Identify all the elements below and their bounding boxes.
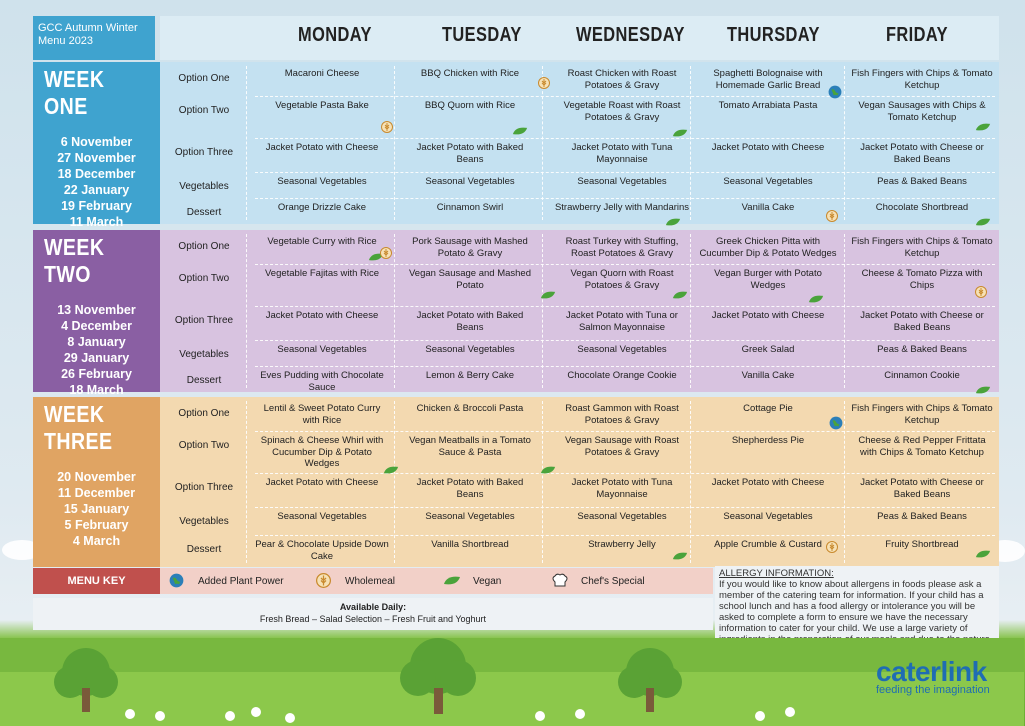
menu-item: Jacket Potato with Tuna or Salmon Mayonnaise [566, 310, 678, 333]
column-divider [246, 66, 247, 220]
row-label: Option Two [178, 440, 230, 451]
menu-item: Lemon & Berry Cake [425, 370, 515, 381]
menu-item: Jacket Potato with Cheese or Baked Beans [860, 142, 984, 165]
week-menu-grid [160, 62, 999, 224]
row-label: Option One [178, 408, 230, 419]
menu-item: Seasonal Vegetables [425, 176, 515, 187]
week-date: 13 November [57, 303, 136, 317]
day-friday: FRIDAY [886, 24, 948, 46]
row-divider [255, 198, 995, 199]
week-dates [33, 134, 160, 230]
leaf-icon [672, 551, 688, 561]
menu-item: Greek Salad [741, 344, 795, 355]
row-divider [255, 138, 995, 139]
week-date: 5 February [64, 518, 129, 532]
menu-item: Strawberry Jelly [588, 539, 656, 550]
menu-item: Vegan Quorn with Roast Potatoes & Gravy [570, 268, 674, 291]
week-date: 15 January [63, 502, 130, 516]
row-divider [255, 340, 995, 341]
leaf-icon [975, 217, 991, 227]
menu-item: Vegetable Roast with Roast Potatoes & Gravy [563, 100, 681, 123]
week-date: 22 January [63, 183, 130, 197]
leaf-icon [540, 465, 556, 475]
wheat-icon [826, 540, 838, 554]
column-divider [542, 401, 543, 563]
key-label-vegan: Vegan [473, 576, 502, 587]
wheat-icon [826, 209, 838, 223]
row-divider [255, 366, 995, 367]
menu-item: Cinnamon Cookie [884, 370, 960, 381]
menu-item: Chicken & Broccoli Pasta [416, 403, 524, 414]
menu-item: Lentil & Sweet Potato Curry with Rice [263, 403, 381, 426]
day-monday: MONDAY [298, 24, 372, 46]
week-dates [33, 469, 160, 549]
menu-item: Vegan Burger with Potato Wedges [714, 268, 822, 291]
menu-item: Jacket Potato with Cheese [265, 310, 379, 321]
column-divider [394, 401, 395, 563]
menu-item: Jacket Potato with Cheese or Baked Beans [860, 477, 984, 500]
week-date: 18 March [69, 383, 124, 397]
menu-item: Vegetable Pasta Bake [275, 100, 369, 111]
menu-item: Jacket Potato with Cheese [711, 310, 825, 321]
menu-item: Seasonal Vegetables [723, 176, 813, 187]
week-block [33, 397, 999, 567]
menu-item: Roast Turkey with Stuffing, Roast Potatoes & Gravy [565, 236, 679, 259]
globe-icon [829, 416, 843, 430]
leaf-icon [975, 549, 991, 559]
week-date: 19 February [61, 199, 132, 213]
column-divider [394, 66, 395, 220]
leaf-icon [383, 465, 399, 475]
allergy-text: If you would like to know about allergens in foods please ask a member of the catering team for information. If your child has a school lunch and has a food allergy or intolerance you will be asked to complete a form to ensure we have the necessary information to cater for your child. We use a large variety of [719, 579, 984, 634]
week-title: WEEK THREE [44, 401, 113, 454]
leaf-icon [672, 290, 688, 300]
chef-hat-icon [551, 573, 569, 588]
menu-item: Tomato Arrabiata Pasta [718, 100, 818, 111]
menu-item: BBQ Quorn with Rice [424, 100, 516, 111]
row-label: Vegetables [179, 181, 229, 192]
menu-item: Cheese & Red Pepper Frittata with Chips & Tomato Ketchup [858, 435, 986, 458]
leaf-icon [975, 122, 991, 132]
row-divider [255, 264, 995, 265]
menu-item: Jacket Potato with Cheese [265, 477, 379, 488]
menu-item: Vegetable Fajitas with Rice [264, 268, 380, 279]
daily-title: Available Daily: [339, 602, 407, 612]
menu-item: Fish Fingers with Chips & Tomato Ketchup [851, 236, 993, 259]
globe-icon [169, 573, 184, 588]
key-label-plant-power: Added Plant Power [198, 576, 284, 587]
key-label-chefs-special: Chef's Special [581, 576, 645, 587]
globe-icon [828, 85, 842, 99]
row-label: Dessert [186, 207, 222, 218]
leaf-icon [443, 575, 461, 586]
row-label: Option Two [178, 273, 230, 284]
menu-item: Fruity Shortbread [885, 539, 959, 550]
row-divider [255, 473, 995, 474]
row-label: Option Three [174, 315, 234, 326]
week-label-panel [33, 230, 160, 397]
week-title: WEEK ONE [44, 66, 105, 119]
menu-item: Pear & Chocolate Upside Down Cake [255, 539, 389, 562]
row-divider [255, 431, 995, 432]
menu-item: Jacket Potato with Tuna Mayonnaise [571, 142, 673, 165]
menu-key [33, 568, 713, 594]
week-menu-grid [160, 230, 999, 392]
menu-item: BBQ Chicken with Rice [420, 68, 520, 79]
column-divider [394, 234, 395, 388]
menu-item: Vegan Sausage with Roast Potatoes & Gravy [564, 435, 680, 458]
row-label: Option Three [174, 147, 234, 158]
row-label: Option Three [174, 482, 234, 493]
allergy-title: ALLERGY INFORMATION: [719, 568, 834, 579]
menu-item: Jacket Potato with Cheese or Baked Beans [860, 310, 984, 333]
menu-item: Greek Chicken Pitta with Cucumber Dip & Potato Wedges [699, 236, 837, 259]
leaf-icon [540, 290, 556, 300]
daily-text: Fresh Bread – Salad Selection – Fresh Fruit and Yoghurt [259, 614, 487, 624]
week-dates [33, 302, 160, 398]
wheat-icon [316, 573, 331, 588]
week-date: 8 January [67, 335, 126, 349]
menu-item: Jacket Potato with Baked Beans [416, 310, 524, 333]
column-divider [246, 234, 247, 388]
row-label: Vegetables [179, 516, 229, 527]
week-label-panel [33, 62, 160, 229]
menu-item: Peas & Baked Beans [877, 344, 967, 355]
menu-item: Jacket Potato with Cheese [711, 477, 825, 488]
menu-item: Strawberry Jelly with Mandarins [554, 202, 690, 213]
logo-name: caterlink [876, 656, 987, 687]
menu-item: Peas & Baked Beans [877, 511, 967, 522]
column-divider [844, 401, 845, 563]
wheat-icon [975, 285, 987, 299]
menu-item: Cinnamon Swirl [436, 202, 504, 213]
menu-item: Seasonal Vegetables [577, 511, 667, 522]
menu-item: Roast Chicken with Roast Potatoes & Gravy [567, 68, 677, 91]
menu-item: Seasonal Vegetables [277, 511, 367, 522]
row-divider [255, 535, 995, 536]
menu-item: Vegan Sausage and Mashed Potato [408, 268, 531, 291]
menu-item: Vanilla Shortbread [431, 539, 509, 550]
menu-item: Seasonal Vegetables [577, 344, 667, 355]
week-date: 20 November [57, 470, 136, 484]
day-tuesday: TUESDAY [442, 24, 522, 46]
menu-item: Peas & Baked Beans [877, 176, 967, 187]
column-divider [844, 66, 845, 220]
wheat-icon [381, 120, 393, 134]
available-daily [33, 598, 713, 630]
caterlink-logo [876, 656, 990, 696]
wheat-icon [538, 76, 550, 90]
menu-item: Shepherdess Pie [731, 435, 805, 446]
week-date: 11 March [69, 215, 124, 229]
menu-item: Eves Pudding with Chocolate Sauce [260, 370, 384, 393]
column-divider [542, 234, 543, 388]
menu-item: Fish Fingers with Chips & Tomato Ketchup [851, 68, 993, 91]
column-divider [844, 234, 845, 388]
landscape-decoration [0, 632, 1024, 726]
week-date: 4 March [72, 534, 121, 548]
row-divider [255, 306, 995, 307]
week-block [33, 230, 999, 397]
row-label: Vegetables [179, 349, 229, 360]
menu-item: Jacket Potato with Cheese [265, 142, 379, 153]
week-date: 26 February [61, 367, 132, 381]
menu-key-title: MENU KEY [33, 568, 160, 594]
week-label-panel [33, 397, 160, 567]
menu-item: Seasonal Vegetables [723, 511, 813, 522]
menu-item: Pork Sausage with Mashed Potato & Gravy [412, 236, 528, 259]
week-title: WEEK TWO [44, 234, 105, 287]
menu-item: Spaghetti Bolognaise with Homemade Garlic Bread [713, 68, 823, 91]
row-divider [255, 507, 995, 508]
menu-item: Seasonal Vegetables [425, 344, 515, 355]
menu-item: Orange Drizzle Cake [277, 202, 367, 213]
week-date: 27 November [57, 151, 136, 165]
day-wednesday: WEDNESDAY [576, 24, 685, 46]
menu-title: GCC Autumn Winter Menu 2023 [33, 16, 155, 60]
menu-item: Vegan Meatballs in a Tomato Sauce & Pasta [409, 435, 531, 458]
menu-item: Jacket Potato with Cheese [711, 142, 825, 153]
week-date: 29 January [63, 351, 130, 365]
row-label: Dessert [186, 375, 222, 386]
menu-item: Roast Gammon with Roast Potatoes & Gravy [565, 403, 679, 426]
leaf-icon [672, 128, 688, 138]
week-menu-grid [160, 397, 999, 567]
menu-item: Vanilla Cake [741, 370, 795, 381]
menu-item: Cheese & Tomato Pizza with Chips [861, 268, 983, 291]
menu-item: Jacket Potato with Tuna Mayonnaise [571, 477, 673, 500]
logo-tagline: feeding the imagination [876, 684, 990, 696]
row-divider [255, 96, 995, 97]
menu-item: Macaroni Cheese [284, 68, 360, 79]
menu-item: Seasonal Vegetables [425, 511, 515, 522]
menu-item: Spinach & Cheese Whirl with Cucumber Dip & Potato Wedges [260, 435, 384, 469]
menu-item: Vanilla Cake [741, 202, 795, 213]
key-label-wholemeal: Wholemeal [345, 576, 396, 587]
leaf-icon [808, 294, 824, 304]
week-date: 18 December [57, 167, 136, 181]
menu-item: Seasonal Vegetables [277, 176, 367, 187]
row-label: Option One [178, 73, 230, 84]
menu-item: Cottage Pie [743, 403, 793, 414]
menu-item: Vegan Sausages with Chips & Tomato Ketchup [858, 100, 986, 123]
row-label: Option Two [178, 105, 230, 116]
row-divider [255, 172, 995, 173]
leaf-icon [512, 126, 528, 136]
menu-item: Seasonal Vegetables [577, 176, 667, 187]
menu-item: Apple Crumble & Custard [714, 539, 822, 550]
menu-item: Vegetable Curry with Rice [267, 236, 377, 247]
week-date: 4 December [61, 319, 132, 333]
menu-item: Chocolate Orange Cookie [567, 370, 677, 381]
week-date: 6 November [60, 135, 133, 149]
menu-item: Seasonal Vegetables [277, 344, 367, 355]
wheat-icon [380, 246, 392, 260]
menu-item: Jacket Potato with Baked Beans [416, 142, 524, 165]
day-thursday: THURSDAY [727, 24, 820, 46]
week-block [33, 62, 999, 229]
row-label: Dessert [186, 544, 222, 555]
leaf-icon [665, 217, 681, 227]
week-date: 11 December [57, 486, 136, 500]
menu-item: Fish Fingers with Chips & Tomato Ketchup [851, 403, 993, 426]
menu-item: Chocolate Shortbread [875, 202, 969, 213]
menu-item: Jacket Potato with Baked Beans [416, 477, 524, 500]
leaf-icon [975, 385, 991, 395]
row-label: Option One [178, 241, 230, 252]
